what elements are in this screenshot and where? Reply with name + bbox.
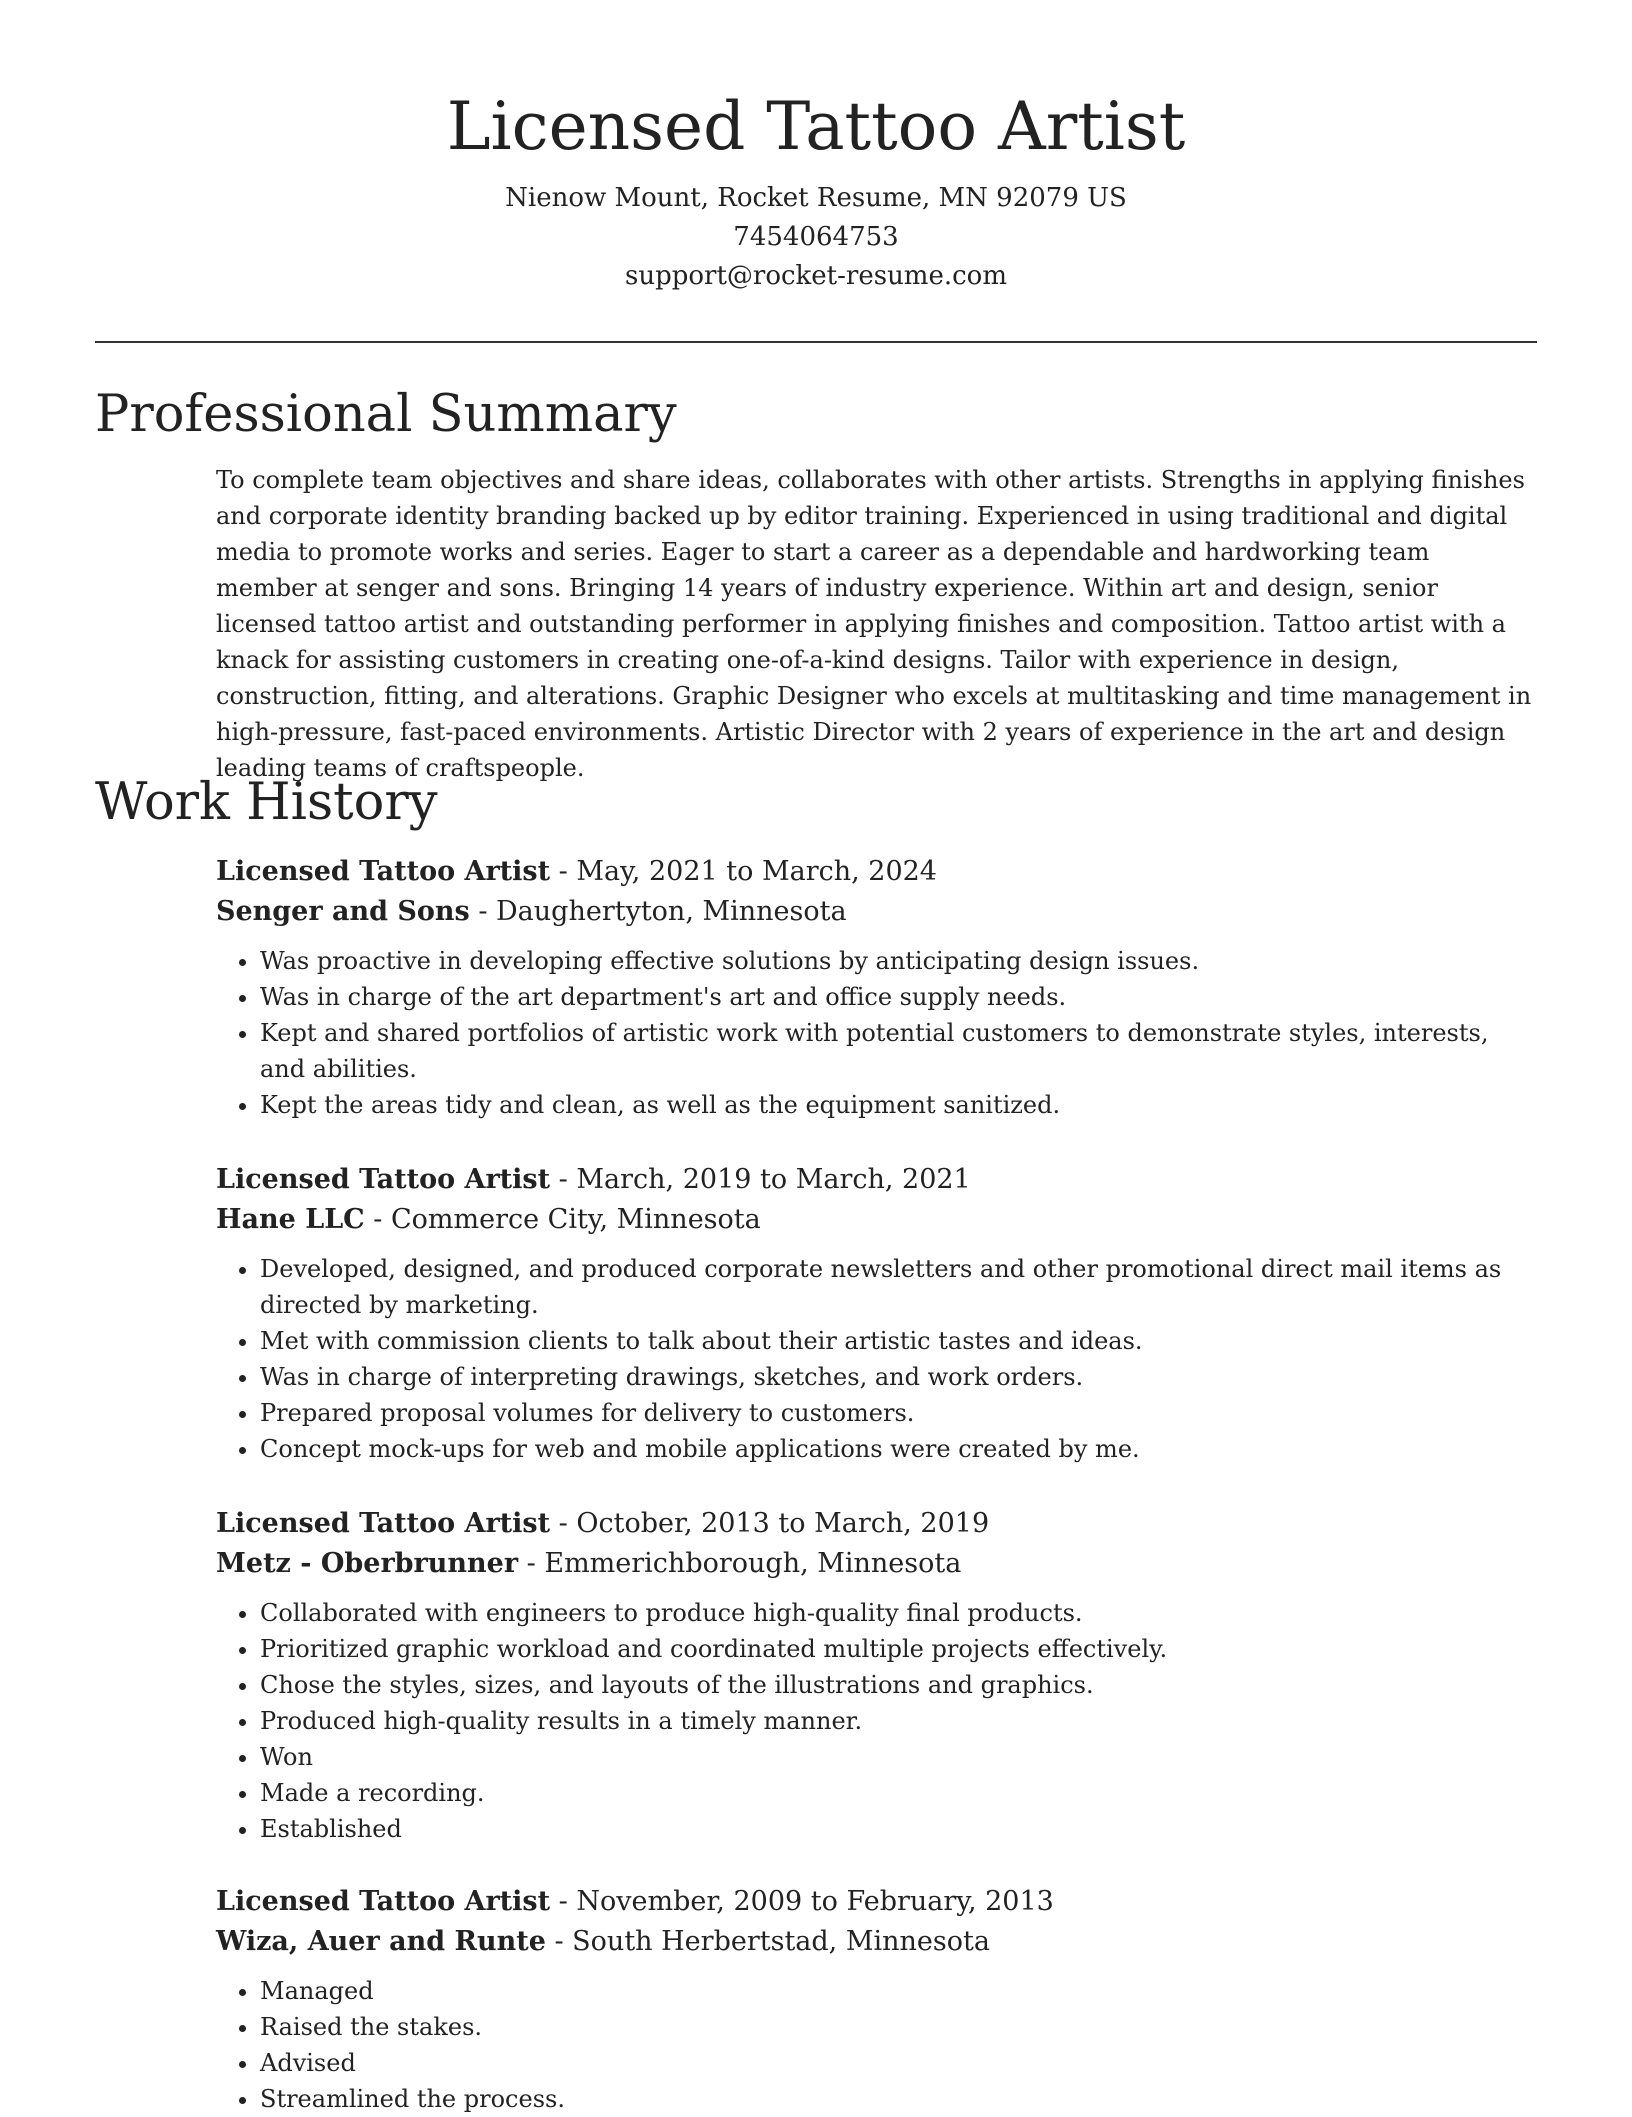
job-company-line bbox=[216, 1200, 1536, 1240]
job-location: Daughertyton, Minnesota bbox=[496, 896, 847, 927]
bullet-item: • Streamlined the process. bbox=[260, 2081, 1536, 2117]
section-title-work-history: Work History bbox=[95, 773, 438, 832]
job-bullets bbox=[216, 1251, 1536, 1467]
separator: - bbox=[469, 896, 497, 927]
job-title: Licensed Tattoo Artist bbox=[216, 1508, 551, 1539]
bullet-item: • Was in charge of the art department's art and office supply needs. bbox=[260, 979, 1536, 1015]
job-title-line bbox=[216, 1882, 1536, 1922]
job-location: Emmerichborough, Minnesota bbox=[544, 1548, 962, 1579]
job-company-line bbox=[216, 892, 1536, 932]
summary-text: To complete team objectives and share ideas, collaborates with other artists. Strengths in applying finishes and corporate identity branding backed up by editor training. Experienced in using traditional and digital media to promote works and series. Eager to start a career as a dependable and hardworking team member at senger and sons. Bringing 14 years of industry experience. Within art and design, senior licensed tattoo artist and outstanding performer in applying finishes and composition. Tattoo artist with a knack for assisting customers in creating one-of-a-kind designs. Tailor with experience in design, construction, fitting, and alterations. Graphic Designer who excels at multitasking and time management in high-pressure, fast-paced environments. Artistic Director with 2 years of experience in the art and design leading teams of craftspeople. bbox=[216, 466, 1532, 782]
bullet-item: • Raised the stakes. bbox=[260, 2009, 1536, 2045]
job-title: Licensed Tattoo Artist bbox=[216, 1164, 551, 1195]
job-title-line bbox=[216, 852, 1536, 892]
job-company-line bbox=[216, 1922, 1536, 1962]
job-entry bbox=[216, 1504, 1536, 1847]
header-divider bbox=[95, 341, 1537, 343]
bullet-item: • Developed, designed, and produced corporate newsletters and other promotional direct mail items as directed by marketing. bbox=[260, 1251, 1536, 1323]
bullet-item: • Prepared proposal volumes for delivery to customers. bbox=[260, 1395, 1536, 1431]
bullet-item: • Produced high-quality results in a timely manner. bbox=[260, 1703, 1536, 1739]
contact-address: Nienow Mount, Rocket Resume, MN 92079 US bbox=[505, 183, 1127, 213]
job-bullets bbox=[216, 1973, 1536, 2117]
separator: - bbox=[545, 1926, 573, 1957]
contact-phone: 7454064753 bbox=[733, 222, 899, 252]
job-dates: October, 2013 to March, 2019 bbox=[576, 1508, 990, 1539]
job-company: Wiza, Auer and Runte bbox=[216, 1926, 546, 1957]
job-company-line bbox=[216, 1544, 1536, 1584]
job-title-line bbox=[216, 1504, 1536, 1544]
job-dates: May, 2021 to March, 2024 bbox=[576, 856, 937, 887]
separator: - bbox=[550, 856, 577, 887]
contact-email: support@rocket-resume.com bbox=[624, 261, 1007, 291]
bullet-item: • Kept and shared portfolios of artistic work with potential customers to demonstrate styles, interests, and abilities. bbox=[260, 1015, 1536, 1087]
job-title: Licensed Tattoo Artist bbox=[216, 1886, 551, 1917]
bullet-item: • Prioritized graphic workload and coordinated multiple projects effectively. bbox=[260, 1631, 1536, 1667]
bullet-item: • Was proactive in developing effective solutions by anticipating design issues. bbox=[260, 943, 1536, 979]
bullet-item: • Was in charge of interpreting drawings, sketches, and work orders. bbox=[260, 1359, 1536, 1395]
separator: - bbox=[518, 1548, 545, 1579]
resume-header bbox=[95, 80, 1537, 296]
separator: - bbox=[550, 1508, 577, 1539]
job-location: Commerce City, Minnesota bbox=[390, 1204, 761, 1235]
job-entry bbox=[216, 1882, 1536, 2117]
job-entry bbox=[216, 1160, 1536, 1467]
job-entry bbox=[216, 852, 1536, 1123]
separator: - bbox=[550, 1164, 577, 1195]
bullet-item: • Chose the styles, sizes, and layouts of the illustrations and graphics. bbox=[260, 1667, 1536, 1703]
bullet-item: • Collaborated with engineers to produce high-quality final products. bbox=[260, 1595, 1536, 1631]
job-company: Hane LLC bbox=[216, 1204, 365, 1235]
bullet-item: • Met with commission clients to talk about their artistic tastes and ideas. bbox=[260, 1323, 1536, 1359]
job-bullets bbox=[216, 1595, 1536, 1847]
job-title-line bbox=[216, 1160, 1536, 1200]
section-title-summary: Professional Summary bbox=[95, 385, 677, 444]
job-dates: March, 2019 to March, 2021 bbox=[576, 1164, 971, 1195]
job-location: South Herbertstad, Minnesota bbox=[572, 1926, 990, 1957]
separator: - bbox=[550, 1886, 577, 1917]
bullet-item: • Managed bbox=[260, 1973, 1536, 2009]
job-company: Metz - Oberbrunner bbox=[216, 1548, 519, 1579]
bullet-item: • Kept the areas tidy and clean, as well as the equipment sanitized. bbox=[260, 1087, 1536, 1123]
job-title: Licensed Tattoo Artist bbox=[216, 856, 551, 887]
bullet-item: • Won bbox=[260, 1739, 1536, 1775]
job-bullets bbox=[216, 943, 1536, 1123]
bullet-item: • Concept mock-ups for web and mobile applications were created by me. bbox=[260, 1431, 1536, 1467]
job-dates: November, 2009 to February, 2013 bbox=[576, 1886, 1054, 1917]
bullet-item: • Advised bbox=[260, 2045, 1536, 2081]
resume-name: Licensed Tattoo Artist bbox=[446, 88, 1186, 165]
separator: - bbox=[364, 1204, 391, 1235]
bullet-item: • Established bbox=[260, 1811, 1536, 1847]
bullet-item: • Made a recording. bbox=[260, 1775, 1536, 1811]
job-company: Senger and Sons bbox=[216, 896, 470, 927]
